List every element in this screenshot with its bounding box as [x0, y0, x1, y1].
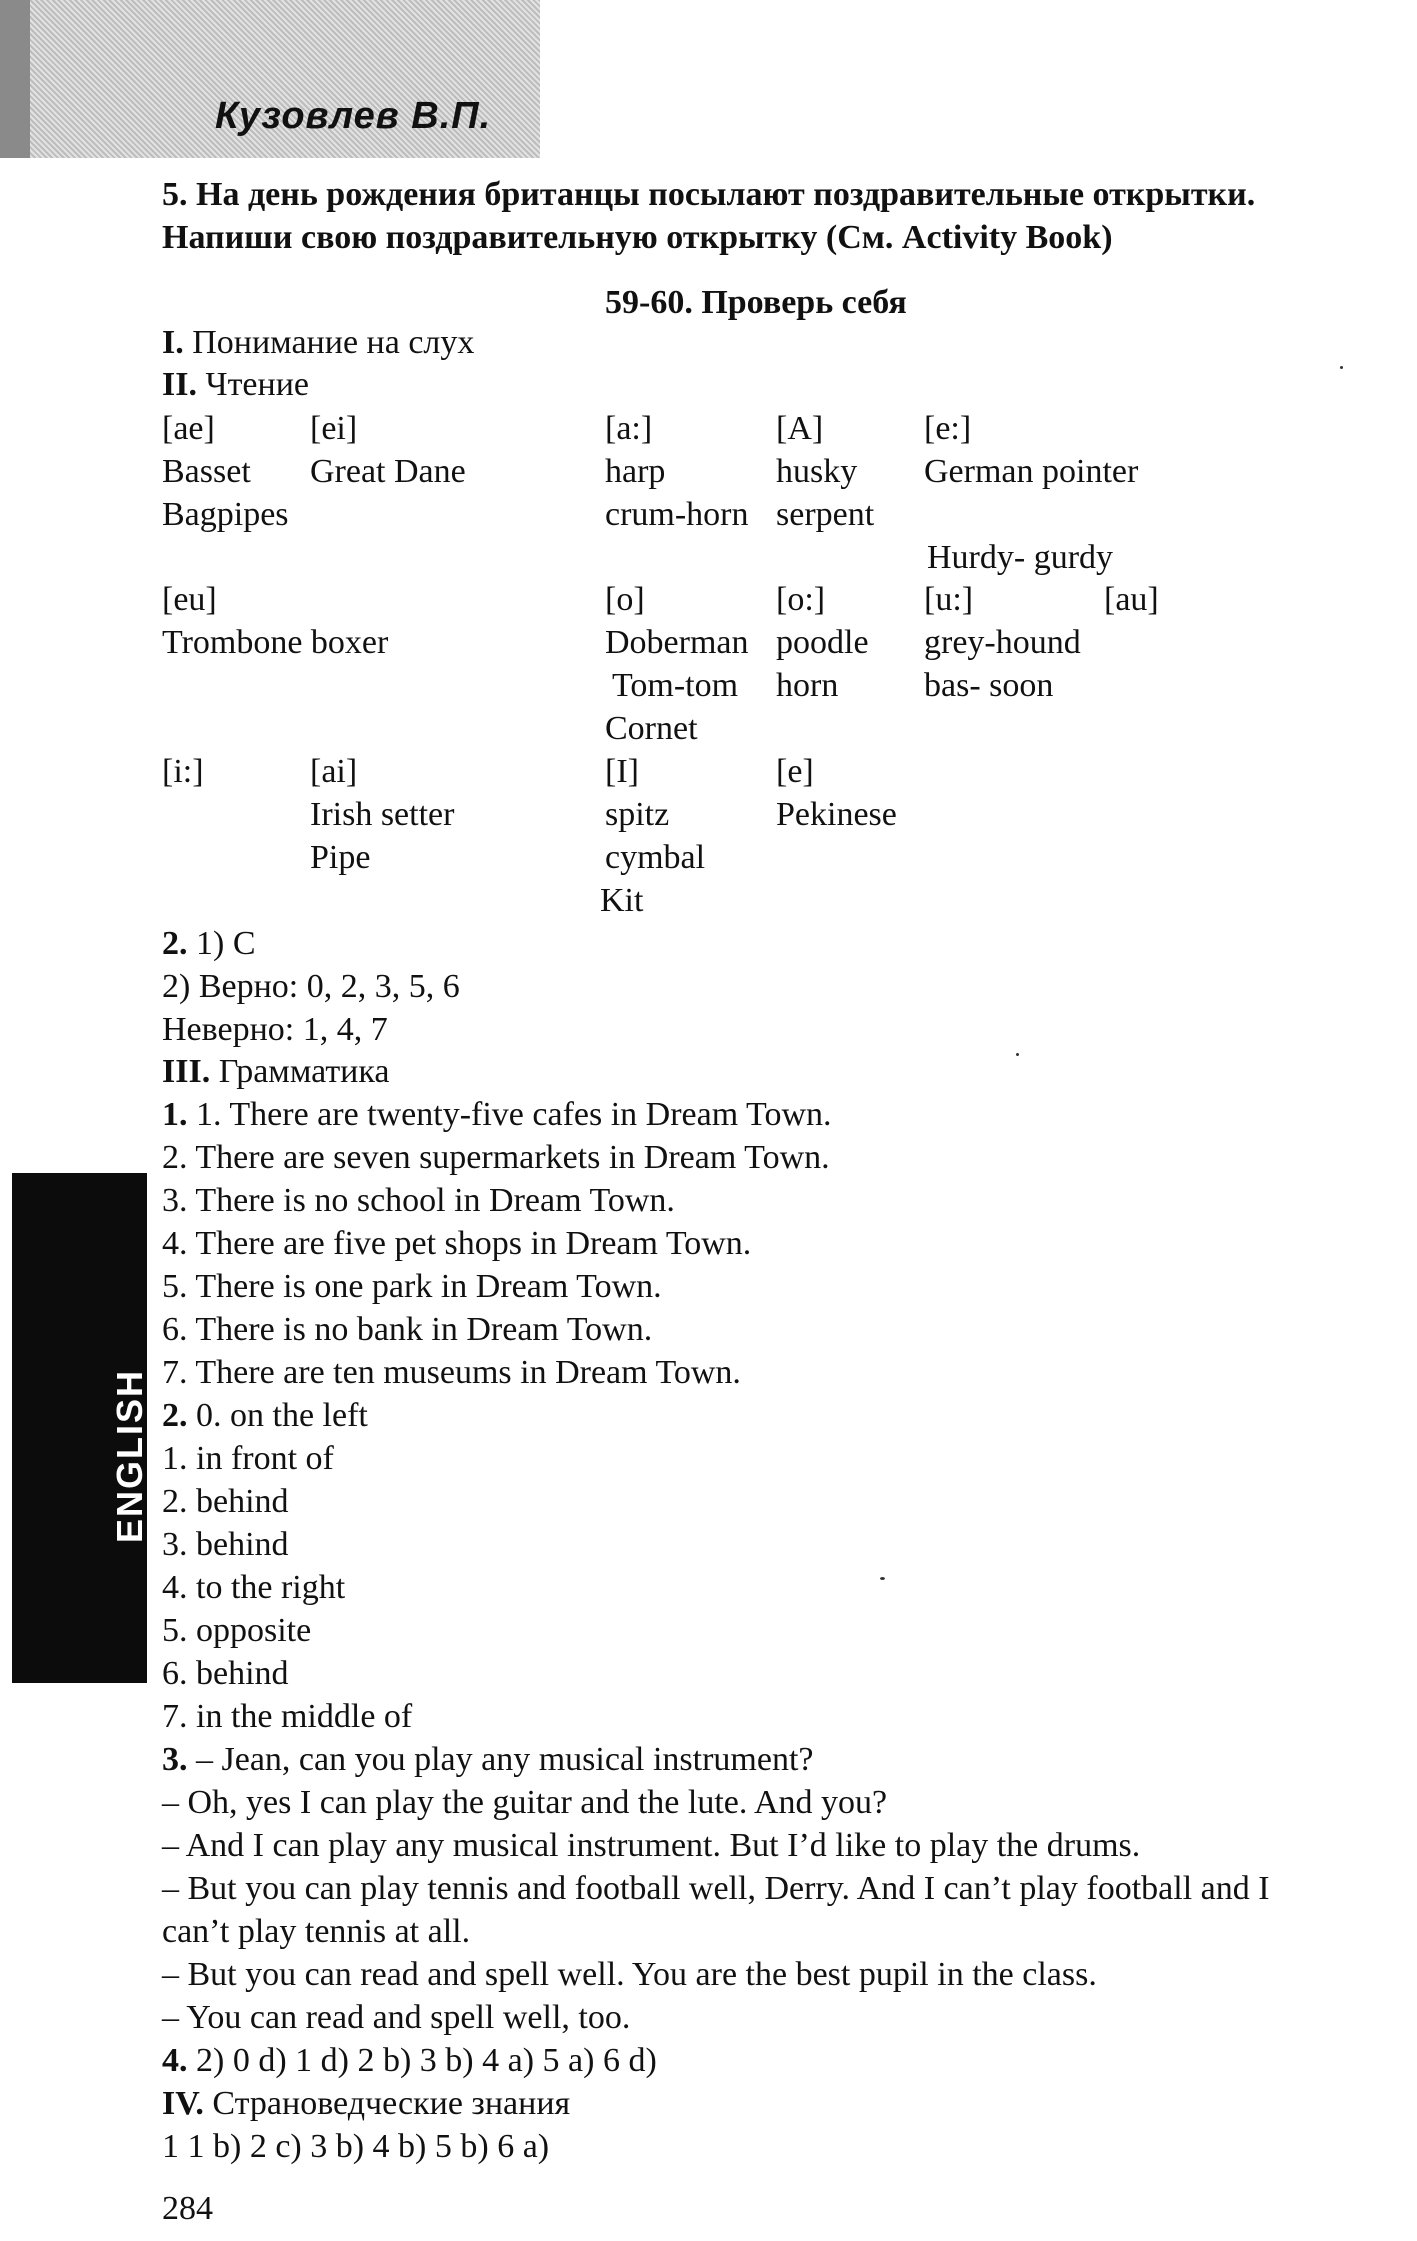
task5-line2: Напиши свою поздравительную открытку (См. Activity Book)	[162, 219, 1113, 256]
author-name: Кузовлев В.П.	[215, 95, 492, 137]
part3-num: III.	[162, 1053, 211, 1090]
grammar1-line: 5. There is one park in Dream Town.	[162, 1268, 662, 1305]
part2-num: II.	[162, 366, 197, 403]
ph-i-long: [i:]	[162, 753, 204, 790]
word-hurdy-gurdy: Hurdy- gurdy	[927, 539, 1114, 576]
ph-o-long: [o:]	[776, 581, 826, 618]
reading2-line2: 2) Верно: 0, 2, 3, 5, 6	[162, 968, 460, 1005]
word-spitz: spitz	[605, 796, 670, 833]
grammar1-line: 7. There are ten museums in Dream Town.	[162, 1354, 741, 1391]
grammar1-first: 1. There are twenty-five cafes in Dream Town.	[187, 1096, 832, 1133]
grammar3-line0	[162, 1740, 814, 1780]
word-tom-tom: Tom-tom	[612, 667, 739, 704]
grammar3-line: – But you can read and spell well. You are the best pupil in the class.	[162, 1956, 1097, 1993]
grammar4-text: 2) 0 d) 1 d) 2 b) 3 b) 4 a) 5 a) 6 d)	[187, 2042, 657, 2079]
grammar3-line: – You can read and spell well, too.	[162, 1999, 631, 2036]
reading2-num: 2.	[162, 925, 188, 962]
header-strip	[0, 0, 30, 158]
word-doberman: Doberman	[605, 624, 749, 661]
grammar3-first: – Jean, can you play any musical instrument?	[187, 1741, 814, 1778]
grammar2-line0	[162, 1396, 368, 1436]
word-horn: horn	[776, 667, 839, 704]
word-crum-horn: crum-horn	[605, 496, 749, 533]
part2-heading	[162, 365, 309, 405]
grammar2-line: 2. behind	[162, 1483, 289, 1520]
ph-e-long: [e:]	[924, 410, 972, 447]
grammar2-line: 1. in front of	[162, 1440, 334, 1477]
grammar2-num: 2.	[162, 1397, 188, 1434]
ph-eu: [eu]	[162, 581, 217, 618]
part3-text: Грамматика	[210, 1053, 390, 1090]
grammar1-line: 3. There is no school in Dream Town.	[162, 1182, 675, 1219]
grammar1-line0	[162, 1095, 832, 1135]
grammar2-line: 7. in the middle of	[162, 1698, 413, 1735]
grammar3-line: – And I can play any musical instrument. But I’d like to play the drums.	[162, 1827, 1141, 1864]
grammar1-line: 6. There is no bank in Dream Town.	[162, 1311, 653, 1348]
ph-ai: [ai]	[310, 753, 358, 790]
word-trombone-boxer: Trombone boxer	[162, 624, 389, 661]
word-cornet: Cornet	[605, 710, 698, 747]
part2-text: Чтение	[196, 366, 309, 403]
part1-text: Понимание на слух	[183, 324, 475, 361]
grammar3-line: – But you can play tennis and football well, Derry. And I can’t play football and I	[162, 1870, 1270, 1907]
word-great-dane: Great Dane	[310, 453, 466, 490]
ph-I: [I]	[605, 753, 639, 790]
ph-a-long: [a:]	[605, 410, 653, 447]
grammar4-num: 4.	[162, 2042, 188, 2079]
ph-ei: [ei]	[310, 410, 358, 447]
grammar2-line: 3. behind	[162, 1526, 289, 1563]
grammar4-line	[162, 2041, 657, 2081]
part3-heading	[162, 1052, 389, 1092]
word-german-pointer: German pointer	[924, 453, 1139, 490]
word-harp: harp	[605, 453, 666, 490]
word-husky: husky	[776, 453, 858, 490]
word-basset: Basset	[162, 453, 251, 490]
grammar3-line: can’t play tennis at all.	[162, 1913, 471, 1950]
reading2-a: 1) C	[187, 925, 256, 962]
part4-text: Страноведческие знания	[203, 2085, 571, 2122]
grammar1-line: 2. There are seven supermarkets in Dream Town.	[162, 1139, 830, 1176]
word-grey-hound: grey-hound	[924, 624, 1081, 661]
grammar2-line: 4. to the right	[162, 1569, 346, 1606]
word-pipe: Pipe	[310, 839, 371, 876]
word-serpent: serpent	[776, 496, 875, 533]
scan-speck	[1016, 1053, 1019, 1056]
grammar2-first: 0. on the left	[187, 1397, 368, 1434]
ph-e: [e]	[776, 753, 814, 790]
page-number: 284	[162, 2190, 213, 2227]
grammar3-num: 3.	[162, 1741, 188, 1778]
word-irish-setter: Irish setter	[310, 796, 455, 833]
word-bas-soon: bas- soon	[924, 667, 1054, 704]
word-kit: Kit	[600, 882, 644, 919]
grammar2-line: 6. behind	[162, 1655, 289, 1692]
ph-o: [o]	[605, 581, 645, 618]
grammar1-line: 4. There are five pet shops in Dream Town.	[162, 1225, 752, 1262]
ph-u-long: [u:]	[924, 581, 974, 618]
culture-answers: 1 1 b) 2 c) 3 b) 4 b) 5 b) 6 a)	[162, 2128, 550, 2165]
task5-line1: 5. На день рождения британцы посылают поздравительные открытки.	[162, 176, 1256, 213]
scan-speck	[1340, 366, 1343, 369]
scan-speck	[880, 1577, 885, 1580]
ph-au: [au]	[1104, 581, 1159, 618]
part4-num: IV.	[162, 2085, 204, 2122]
side-tab-label: ENGLISH	[109, 1369, 150, 1544]
word-bagpipes: Bagpipes	[162, 496, 289, 533]
ph-A: [A]	[776, 410, 824, 447]
word-pekinese: Pekinese	[776, 796, 897, 833]
grammar3-line: – Oh, yes I can play the guitar and the lute. And you?	[162, 1784, 888, 1821]
word-poodle: poodle	[776, 624, 869, 661]
part1-heading	[162, 323, 474, 363]
part1-num: I.	[162, 324, 184, 361]
reading2-line1	[162, 924, 256, 964]
ph-ae: [ae]	[162, 410, 215, 447]
grammar2-line: 5. opposite	[162, 1612, 312, 1649]
part4-heading	[162, 2084, 570, 2124]
section-title: 59-60. Проверь себя	[605, 284, 907, 321]
word-cymbal: cymbal	[605, 839, 706, 876]
grammar1-num: 1.	[162, 1096, 188, 1133]
reading2-line3: Неверно: 1, 4, 7	[162, 1011, 388, 1048]
